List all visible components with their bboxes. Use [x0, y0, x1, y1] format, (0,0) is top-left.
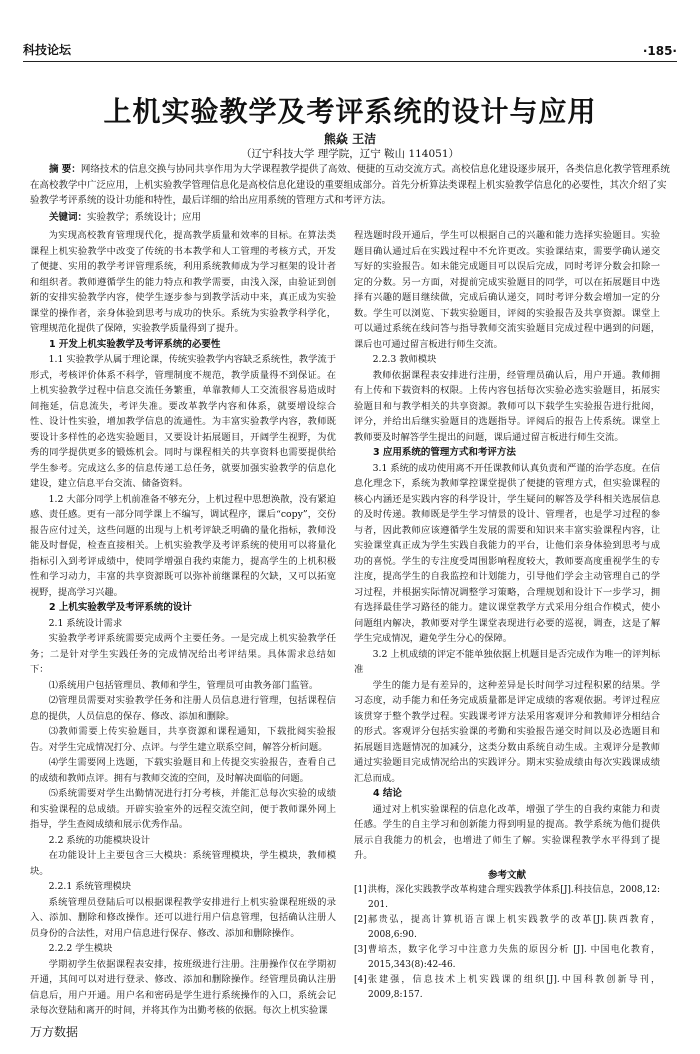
section-3-2-text: 学生的能力是有差异的，这种差异是长时间学习过程积累的结果。学习态度，动手能力和任务完成质量都是评定成绩的客观依据。考评过程应该贯穿于整个教学过程。实践课考评方法采用客观评分和教师评分相结合的形式。客观评分包括实验课的考勤和实验报告递交时间以及必选题目和拓展题目选题情况的加减分，这类分数由系统自动生成。主观评分是教师通过实验题目完成情况给出的实践评分。期末实验成绩由每次实践课成绩汇总而成。: [354, 679, 660, 784]
authors: 熊焱 王洁: [323, 132, 377, 146]
paper-title: 上机实验教学及考评系统的设计与应用: [103, 95, 597, 128]
reference-number: [3]: [354, 945, 367, 955]
section-2-1-text: 实验教学考评系统需要完成两个主要任务。一是完成上机实验教学任务；二是针对学生实践任务的完成情况给出考评结果。具体需求总结如下：: [30, 633, 336, 675]
left-column: [30, 228, 336, 1016]
keywords-text: 实验教学；系统设计；应用: [87, 212, 202, 223]
reference-item: [354, 943, 660, 973]
list-item: ⑴系统用户包括管理员、教师和学生，管理员可由教务部门监管。: [48, 679, 319, 691]
footer-watermark: 万方数据: [30, 1025, 79, 1039]
reference-text: 洪梅，深化实践教学改革构建合理实践教学体系[J].科技信息，2008,12: 201.: [368, 885, 660, 910]
reference-text: 张建强，信息技术上机实践课的组织[J].中国科教创新导刊，2009,8:157.: [368, 975, 660, 1000]
section-2-2-2-text: 学期初学生依据课程表安排，按班级进行注册。注册操作仅在学期初开通，其间可以对进行登录、修改、添加和删除操作。经管理员确认注册信息后，用户开通。用户名和密码是学生进行系统操作的入口，系统会记录每次登陆和离开的时间，并将其作为出勤考核的依据。每次上机实验课: [30, 958, 336, 1016]
section-2-2-2-heading: 2.2.2 学生模块: [48, 943, 113, 954]
section-4-text: 通过对上机实验课程的信息化改革，增强了学生的自我约束能力和责任感。学生的自主学习和创新能力得到明显的提高。教学系统为他们提供展示自我能力的机会，也增进了师生了解。实验课程教学水平得到了提升。: [354, 803, 660, 861]
continued-paragraph: 程选题时段开通后，学生可以根据自己的兴趣和能力选择实验题目。实验题目确认通过后在实践过程中不允许更改。实验课结束，需要学确认递交写好的实验报告。如未能完成题目可以误后完成，同时考评分数会扣除一定的分数。另一方面，对提前完成实验题目的同学，可以在拓展题目中选择有兴趣的题目继续做，完成后确认递交，同时考评分数会增加一定的分数。学生可以浏览、下载实验题目，评阅的实验报告及共享资源。课堂上可以通过系统在线问答与指导教师交流实验题目完成过程中遇到的问题，课后也可通过留言板进行师生交流。: [354, 230, 660, 350]
abstract-label: 摘 要：: [49, 164, 81, 175]
section-2-heading: 2 上机实验教学及考评系统的设计: [49, 602, 192, 613]
section-2-2-3-heading: 2.2.3 教师模块: [372, 354, 437, 365]
reference-item: [354, 973, 660, 1003]
section-2-2-heading: 2.2 系统的功能模块设计: [48, 834, 151, 846]
references-heading: 参考文献: [487, 869, 526, 881]
section-1-2: 1.2 大部分同学上机前准备不够充分，上机过程中思想涣散，没有紧迫感、责任感。更有一部分同学课上不编写，调试程序，课后“copy”，交份报告应付过关，这些问题的出现与上机考评缺乏明确的量化指标，教师没能及时督促，检查直接相关。上机实验教学及考评系统的使用可以将量化指标引入到考评成绩中，使同学增强自我约束能力，提高学生的上机积极性和学习动力，丰富的共享资源既可以弥补前继课程的欠缺，又可以拓宽视野，提高学习兴趣。: [30, 493, 336, 598]
section-4-heading: 4 结论: [373, 788, 402, 799]
section-2-2-3-text: 教师依据课程表安排进行注册，经管理员确认后，用户开通。教师拥有上传和下载资料的权限。上传内容包括每次实验必选实验题目，拓展实验题目和与教学相关的共享资源。教师可以下载学生实验报告进行批阅，评分，并给出后继实验题目的选题指导。评阅后的报告上传系统。课堂上教师要及时解答学生提出的问题，课后通过留言板进行师生交流。: [354, 369, 660, 443]
abstract: [30, 162, 670, 209]
reference-number: [1]: [354, 885, 367, 895]
list-item: ⑸系统需要对学生出勤情况进行打分考核，并能汇总每次实验的成绩和实验课程的总成绩。开辟实验室外的远程交流空间，便于教师课外网上指导，学生查阅成绩和展示优秀作品。: [30, 788, 336, 830]
section-1-1: 1.1 实验教学从属于理论课，传统实验教学内容缺乏系统性，教学流于形式，考核评价体系不科学，管理制度不规范，教学质量得不到保证。在上机实验教学过程中信息交流任务繁重，单靠教师人工交流很容易造成时间拖延，信息流失，考评失准。要改革教学内容和体系，就要增设综合性、设计性实验，增加教学信息的流通性。为丰富实验教学内容，教师既要设计多样性的必选实验题目，又要设计拓展题目，开阔学生视野，为优秀的同学提供更多的锻炼机会。同时与课程相关的共享资料也需要提供给学生参考。完成这么多的信息传递工总任务，就要加强实验教学的信息化建设，建立信息平台交流、储备资料。: [30, 354, 336, 489]
running-header: [23, 38, 677, 62]
section-3-2-heading: 3.2 上机成绩的评定不能单独依据上机题目是否完成作为唯一的评判标准: [354, 648, 660, 675]
right-column: [354, 228, 660, 1000]
journal-name: 科技论坛: [23, 43, 72, 57]
keywords-label: 关键词：: [49, 212, 88, 223]
keywords: [30, 210, 670, 225]
page-number: ·185·: [642, 44, 677, 58]
intro-paragraph: 为实现高校教育管理现代化，提高教学质量和效率的目标。在算法类课程上机实验教学中改变了传统的书本教学和人工管理的考核方式，开发了便捷、实用的教学考评管理系统，利用系统教师成为学习框架的设计者和组织者。教师遵循学生的能力特点和教学需要，由浅入深，由验证到创新的安排实验教学内容，使学生逐步参与到教学活动中来，真正成为实验课堂的操作者，亲身体验到思考与成功的快乐。系统为实验教学科学化，管理规范化提供了保障，实验教学质量得到了提升。: [30, 230, 336, 334]
affiliation: （辽宁科技大学 理学院，辽宁 鞍山 114051）: [240, 148, 460, 160]
section-2-2-text: 在功能设计上主要包含三大模块：系统管理模块，学生模块，教师模块。: [30, 850, 336, 877]
reference-number: [4]: [354, 975, 367, 985]
reference-item: [354, 883, 660, 913]
section-3-1: 3.1 系统的成功使用离不开任课教师认真负责和严谨的治学态度。在信息化理念下，系统为教师掌控课堂提供了便捷的管理方式，但实验课程的核心内涵还是实践内容的科学设计，学生疑问的解答及学科相关选展信息的及时传递。教师既是学生学习情景的设计、管理者，也是学习过程的参与者，因此教师应该遵循学生发展的需要和知识来丰富实验课程内容，让实验课堂真正成为学生实践自我能力的平台，让他们亲身体验到思考与成功的喜悦。学生的专注度受周围影响程度较大，教师要高度重视学生的专注度，提高学生的自我监控和计划能力，引导他们学会主动管理自己的学习过程，并根据实际情况调整学习策略，合理规划和设计下一步学习，拥有选择最佳学习路径的能力。建议课堂教学方式采用分组合作模式，使小问题组内解决，教师要对学生课堂表现进行必要的巡视，调查，这是了解学生完成情况，避免学生分心的保障。: [354, 462, 660, 644]
reference-number: [2]: [354, 915, 367, 925]
section-3-heading: 3 应用系统的管理方式和考评方法: [373, 447, 516, 458]
list-item: ⑵管理员需要对实验教学任务和注册人员信息进行管理，包括课程信息的提供，人员信息的保存、修改、添加和删除。: [30, 695, 336, 722]
reference-text: 郝贵弘，提高计算机语言课上机实践教学的改革[J].陕西教育，2008,6:90.: [368, 915, 660, 940]
section-2-1-heading: 2.1 系统设计需求: [48, 617, 123, 629]
section-2-2-1-text: 系统管理员登陆后可以根据课程教学安排进行上机实验课程班级的录入、添加、删除和修改操作。还可以进行用户信息管理，包括确认注册人员身份的合法性，对用户信息进行保存、修改、添加和删除操作。: [30, 896, 336, 939]
list-item: ⑷学生需要网上选题，下载实验题目和上传提交实验报告，查看自己的成绩和教师点评。拥有与教师交流的空间，及时解决面临的问题。: [30, 757, 336, 784]
list-item: ⑶教师需要上传实验题目，共享资源和课程通知，下载批阅实验报告。对学生完成情况打分、点评。与学生建立联系空间，解答分析问题。: [30, 726, 336, 753]
section-2-2-1-heading: 2.2.1 系统管理模块: [48, 881, 131, 892]
section-1-heading: 1 开发上机实验教学及考评系统的必要性: [49, 338, 221, 350]
abstract-text: 网络技术的信息交换与协同共享作用为大学课程教学提供了高效、便捷的互动交流方式。高校信息化建设逐步展开，各类信息化教学管理系统在高校教学中广泛应用，上机实验教学管理信息化是高校信息化建设的重要组成部分。首先分析算法类课程上机实验教学信息化的必要性，其次介绍了实验教学考评系统的设计功能和特性，最后详细的给出应用系统的管理方式和考评方法。: [30, 164, 670, 206]
reference-item: [354, 913, 660, 943]
reference-text: 曹培杰，数字化学习中注意力失焦的原因分析 [J]. 中国电化教育，2015,343(8):42-46.: [368, 945, 660, 970]
